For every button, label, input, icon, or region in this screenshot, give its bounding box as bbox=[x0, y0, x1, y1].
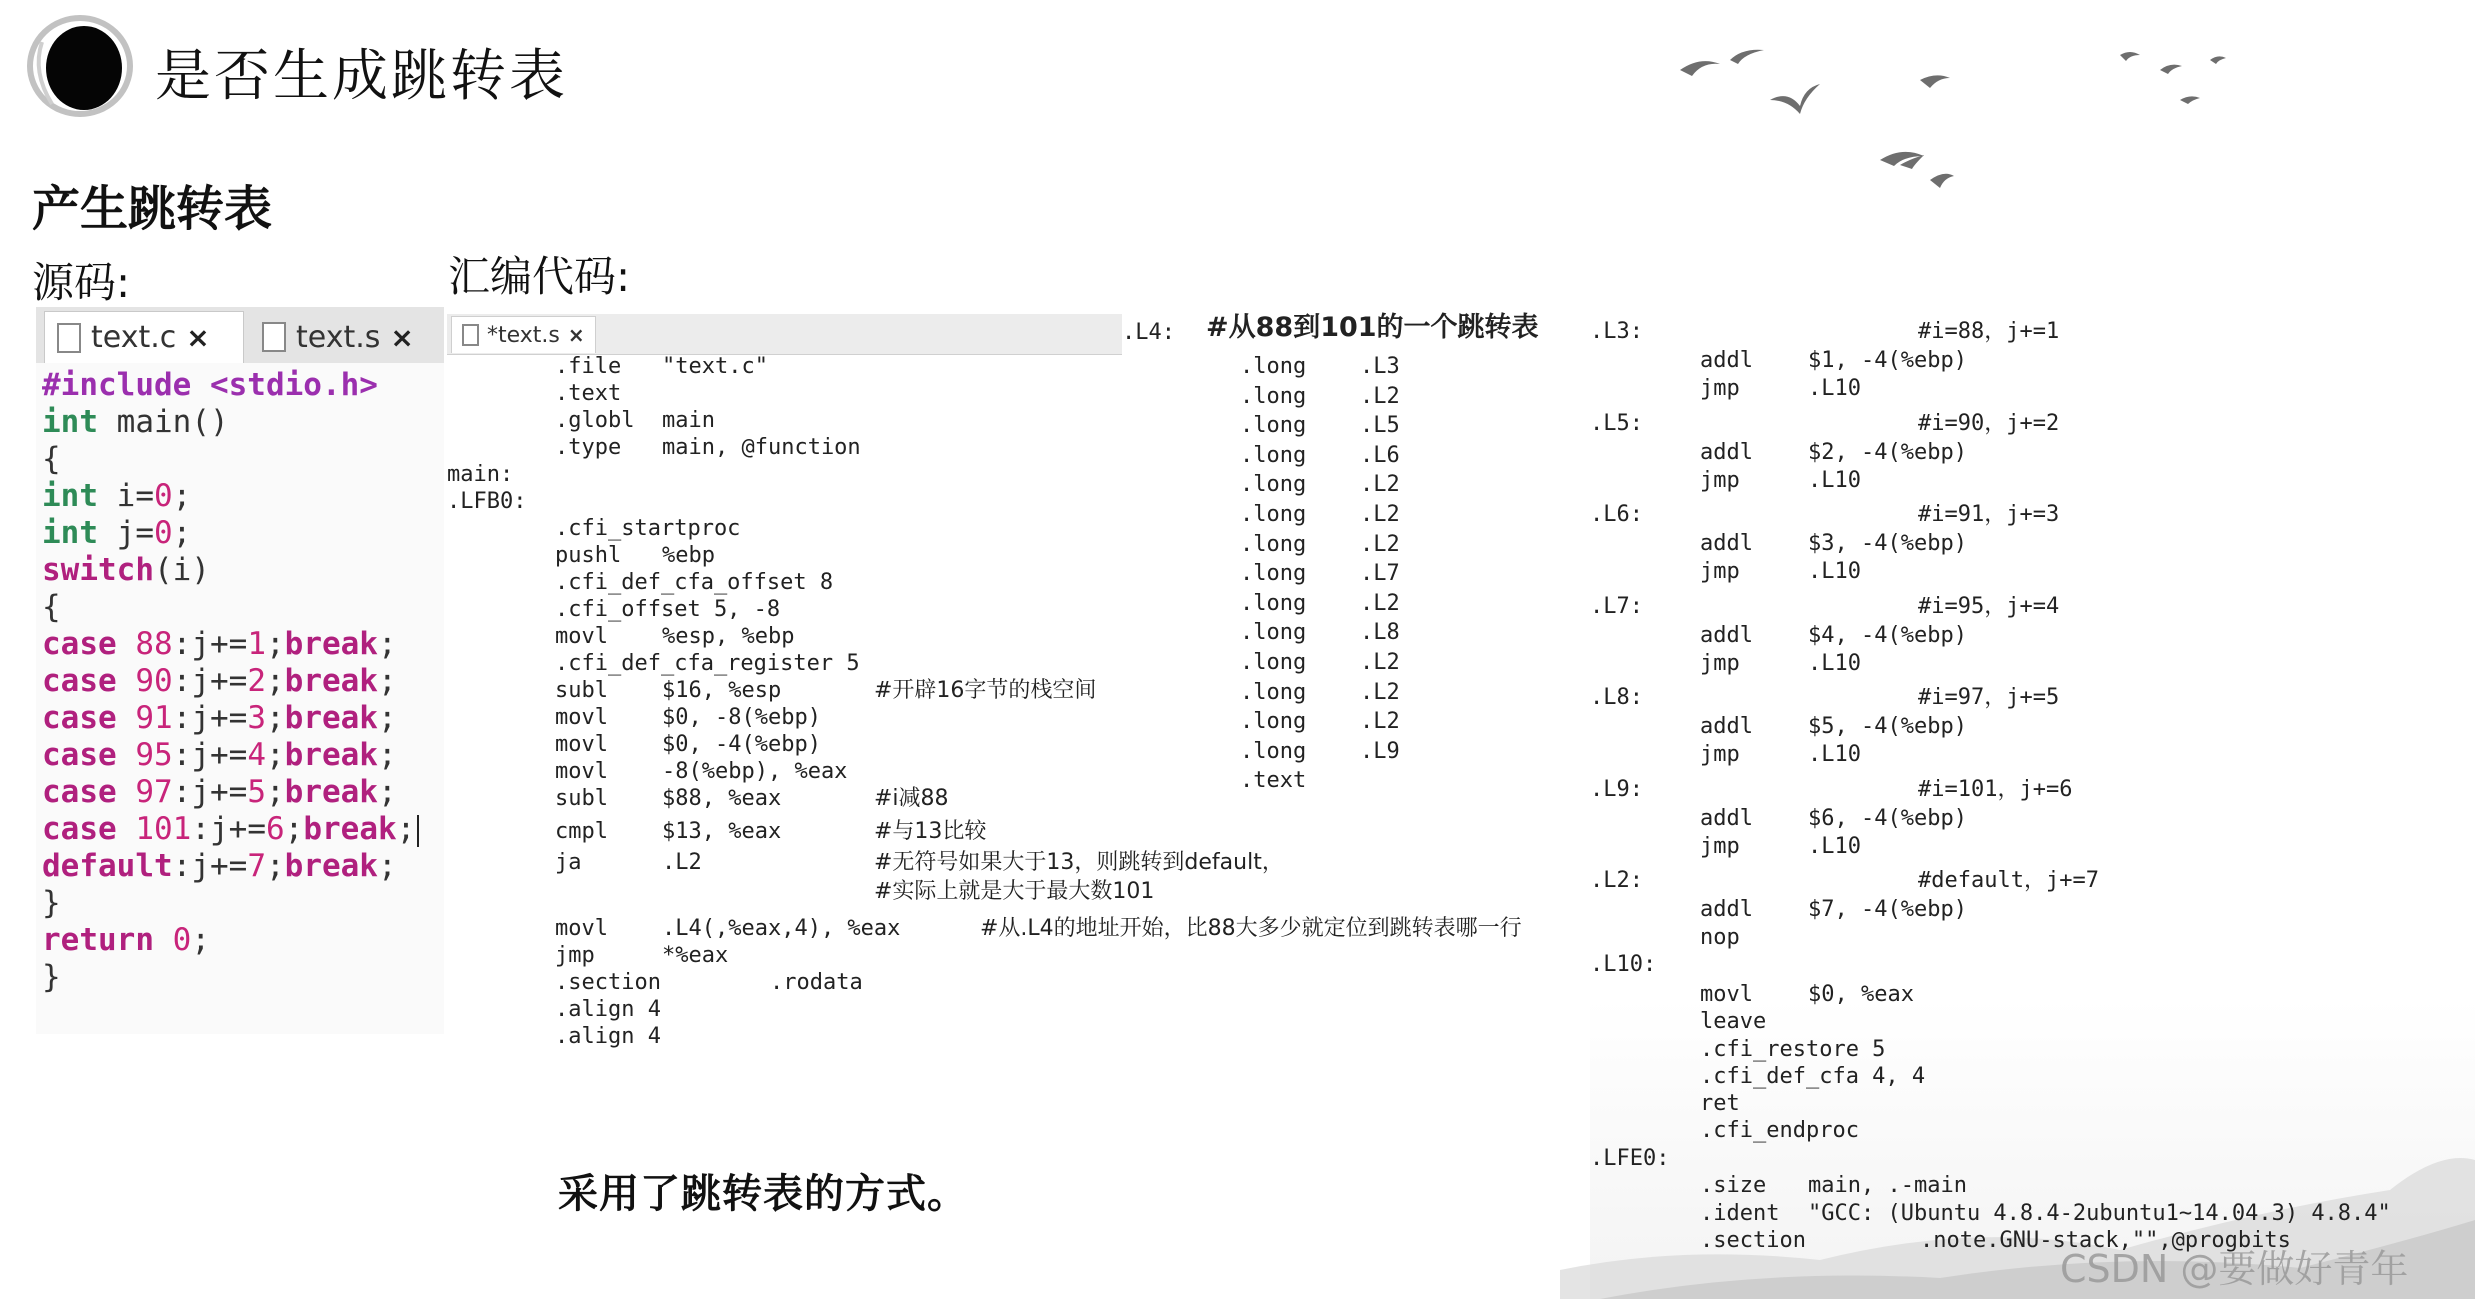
jump-table-comment: #从88到101的一个跳转表 bbox=[1206, 312, 1539, 343]
asm-op: movl bbox=[555, 916, 608, 941]
jump-table-op: .long bbox=[1240, 531, 1307, 557]
asm-arg: .L10 bbox=[1808, 742, 1861, 767]
asm-op: jmp bbox=[1700, 650, 1740, 676]
asm-label: main: bbox=[447, 462, 514, 487]
asm-op: movl bbox=[1700, 982, 1753, 1007]
asm-arg: -8(%ebp), %eax bbox=[662, 759, 848, 784]
slide-title: 是否生成跳转表 bbox=[155, 44, 568, 109]
asm-op: ret bbox=[1700, 1091, 1740, 1116]
jump-table-target: .L2 bbox=[1360, 679, 1400, 705]
jump-table-target: .L2 bbox=[1360, 472, 1400, 498]
asm-arg: .L10 bbox=[1808, 650, 1861, 676]
asm-op: .globl bbox=[555, 408, 635, 433]
asm-arg: $2, -4(%ebp) bbox=[1808, 439, 1967, 465]
asm-arg: *%eax bbox=[662, 943, 729, 968]
close-tab-icon[interactable]: × bbox=[186, 321, 210, 354]
asm-arg: $7, -4(%ebp) bbox=[1808, 897, 1967, 922]
file-icon bbox=[57, 323, 81, 353]
asm-arg: $1, -4(%ebp) bbox=[1808, 348, 1967, 373]
asm-arg: $6, -4(%ebp) bbox=[1808, 805, 1967, 831]
asm-op: .cfi_def_cfa 4, 4 bbox=[1700, 1064, 1926, 1089]
asm-op: .ident bbox=[1700, 1201, 1780, 1226]
asm-arg: .L10 bbox=[1808, 559, 1861, 584]
jump-table-op: .long bbox=[1240, 472, 1307, 498]
tab-text-c[interactable] bbox=[44, 311, 244, 363]
asm-op: movl bbox=[555, 624, 608, 649]
jump-table-target: .L2 bbox=[1360, 650, 1400, 675]
asm-comment: #default，j+=7 bbox=[1918, 868, 2099, 893]
jump-table-op: .long bbox=[1240, 442, 1307, 468]
code-line: #include <stdio.h> bbox=[42, 367, 378, 403]
text-cursor bbox=[417, 815, 419, 847]
asm-arg: $0, -4(%ebp) bbox=[662, 732, 821, 757]
asm-label: .L5: bbox=[1590, 410, 1643, 436]
code-line: int j=0; bbox=[42, 515, 192, 551]
code-line: { bbox=[42, 441, 61, 477]
asm-op: jmp bbox=[1700, 559, 1740, 584]
tab-text-s[interactable] bbox=[250, 311, 444, 363]
asm-op: addl bbox=[1700, 805, 1753, 831]
asm-op: subl bbox=[555, 786, 608, 811]
asm-arg: $5, -4(%ebp) bbox=[1808, 714, 1967, 739]
asm-arg: .L10 bbox=[1808, 833, 1861, 859]
jump-table-op: .text bbox=[1240, 768, 1307, 794]
asm-label: .L9: bbox=[1590, 776, 1643, 802]
jump-table-op: .long bbox=[1240, 383, 1307, 409]
asm-arg: "GCC: (Ubuntu 4.8.4-2ubuntu1~14.04.3) 4.8.4" bbox=[1808, 1201, 2391, 1226]
asm-op: addl bbox=[1700, 531, 1753, 556]
code-line: } bbox=[42, 959, 61, 995]
code-line: } bbox=[42, 885, 61, 921]
asm-label: .LFE0: bbox=[1590, 1146, 1670, 1171]
conclusion-note: 采用了跳转表的方式。 bbox=[558, 1171, 968, 1217]
asm-op: jmp bbox=[1700, 833, 1740, 859]
asm-label: .L7: bbox=[1590, 593, 1643, 619]
asm-op: nop bbox=[1700, 925, 1740, 950]
asm-op: .align 4 bbox=[555, 1024, 661, 1049]
asm-op: .text bbox=[555, 381, 622, 406]
jump-table-op: .long bbox=[1240, 650, 1307, 675]
close-tab-icon[interactable]: × bbox=[390, 320, 414, 354]
asm-arg: %ebp bbox=[662, 543, 715, 568]
asm-arg: main bbox=[662, 408, 715, 433]
source-editor-panel bbox=[36, 307, 444, 1034]
asm-arg: .L10 bbox=[1808, 467, 1861, 493]
source-code-label: 源码: bbox=[32, 258, 131, 307]
asm-arg: .rodata bbox=[770, 970, 863, 995]
asm-op: jmp bbox=[1700, 376, 1740, 401]
code-line: case 101:j+=6;break; bbox=[42, 811, 419, 848]
jump-table-op: .long bbox=[1240, 709, 1307, 735]
asm-label: .L10: bbox=[1590, 952, 1657, 977]
jump-table-op: .long bbox=[1240, 590, 1307, 616]
code-line: int i=0; bbox=[42, 478, 192, 514]
code-line: return 0; bbox=[42, 922, 210, 958]
asm-op: .cfi_startproc bbox=[555, 516, 741, 541]
jump-table-target: .L3 bbox=[1360, 354, 1400, 379]
asm-arg: $4, -4(%ebp) bbox=[1808, 622, 1967, 648]
asm-op: .align 4 bbox=[555, 997, 661, 1022]
code-line: int main() bbox=[42, 404, 229, 440]
asm-op: movl bbox=[555, 732, 608, 757]
asm-op: .cfi_restore 5 bbox=[1700, 1037, 1886, 1062]
asm-comment: #i=97，j+=5 bbox=[1918, 685, 2060, 710]
tab-label: text.s bbox=[296, 319, 381, 355]
asm-comment: #i=101，j+=6 bbox=[1918, 776, 2073, 802]
asm-op: movl bbox=[555, 705, 608, 730]
asm-op: .section bbox=[555, 970, 661, 995]
asm-comment: #与13比较 bbox=[874, 819, 987, 844]
asm-comment: #从.L4的地址开始，比88大多少就定位到跳转表哪一行 bbox=[980, 916, 1522, 941]
code-line: { bbox=[42, 589, 61, 625]
asm-label: .L2: bbox=[1590, 868, 1643, 893]
jump-table-op: .long bbox=[1240, 502, 1307, 527]
asm-label: .LFB0: bbox=[447, 489, 527, 514]
asm-op: .cfi_def_cfa_register 5 bbox=[555, 651, 860, 676]
jump-table-label: .L4: bbox=[1122, 320, 1175, 345]
jump-table-target: .L8 bbox=[1360, 620, 1400, 646]
tab-text-s-modified[interactable] bbox=[451, 316, 596, 353]
asm-op: addl bbox=[1700, 714, 1753, 739]
section-heading: 产生跳转表 bbox=[32, 181, 273, 237]
jump-table-target: .L2 bbox=[1360, 531, 1400, 557]
asm-comment: #i=90，j+=2 bbox=[1918, 410, 2060, 436]
code-line: case 97:j+=5;break; bbox=[42, 774, 397, 810]
asm-comment: #i减88 bbox=[874, 786, 949, 811]
assembly-code-label: 汇编代码: bbox=[448, 252, 631, 301]
asm-op: .section bbox=[1700, 1228, 1806, 1253]
asm-editor-tab-bar bbox=[447, 314, 1122, 355]
jump-table-op: .long bbox=[1240, 620, 1307, 646]
asm-op: jmp bbox=[1700, 467, 1740, 493]
asm-arg: main, @function bbox=[662, 435, 861, 460]
asm-op: jmp bbox=[1700, 742, 1740, 767]
asm-label: .L8: bbox=[1590, 685, 1643, 710]
file-icon bbox=[462, 324, 479, 346]
asm-arg: $3, -4(%ebp) bbox=[1808, 531, 1967, 556]
asm-label: .L3: bbox=[1590, 319, 1643, 344]
code-line: case 88:j+=1;break; bbox=[42, 626, 397, 662]
asm-op: cmpl bbox=[555, 819, 608, 844]
editor-tab-bar bbox=[36, 307, 444, 363]
asm-arg: %esp, %ebp bbox=[662, 624, 795, 649]
asm-op: movl bbox=[555, 759, 608, 784]
asm-op: .cfi_def_cfa_offset 8 bbox=[555, 570, 834, 595]
asm-op: addl bbox=[1700, 439, 1753, 465]
code-line: case 91:j+=3;break; bbox=[42, 700, 397, 736]
jump-table-target: .L6 bbox=[1360, 442, 1400, 468]
code-line: default:j+=7;break; bbox=[42, 848, 397, 884]
asm-label: .L6: bbox=[1590, 502, 1643, 527]
jump-table-op: .long bbox=[1240, 354, 1307, 379]
jump-table-target: .L9 bbox=[1360, 738, 1400, 764]
asm-comment: #i=88，j+=1 bbox=[1918, 319, 2060, 344]
asm-op: .file bbox=[555, 354, 622, 379]
asm-op: leave bbox=[1700, 1009, 1767, 1034]
watermark: CSDN @要做好青年 bbox=[2060, 1247, 2409, 1291]
asm-arg: $0, -8(%ebp) bbox=[662, 705, 821, 730]
asm-comment: #无符号如果大于13，则跳转到default， bbox=[874, 850, 1284, 875]
jump-table-target: .L7 bbox=[1360, 561, 1400, 587]
asm-comment: #i=91，j+=3 bbox=[1918, 502, 2060, 527]
jump-table-target: .L2 bbox=[1360, 502, 1400, 527]
jump-table-op: .long bbox=[1240, 413, 1307, 439]
tab-label: text.c bbox=[91, 320, 177, 355]
asm-arg: $88, %eax bbox=[662, 786, 782, 811]
asm-op: .type bbox=[555, 435, 622, 460]
asm-arg: .L2 bbox=[662, 850, 702, 875]
code-line: switch(i) bbox=[42, 552, 210, 588]
asm-op: subl bbox=[555, 678, 608, 703]
asm-op: addl bbox=[1700, 348, 1753, 373]
jump-table-target: .L2 bbox=[1360, 383, 1400, 409]
asm-op: .cfi_endproc bbox=[1700, 1118, 1859, 1143]
asm-op: .size bbox=[1700, 1173, 1767, 1198]
jump-table-op: .long bbox=[1240, 561, 1307, 587]
asm-comment: #实际上就是大于最大数101 bbox=[874, 879, 1155, 904]
jump-table-op: .long bbox=[1240, 738, 1307, 764]
file-icon bbox=[262, 322, 286, 352]
asm-arg: .note.GNU-stack,"",@progbits bbox=[1920, 1228, 2291, 1253]
asm-op: .cfi_offset 5, -8 bbox=[555, 597, 781, 622]
birds-decoration bbox=[1640, 0, 2260, 210]
code-line: case 95:j+=4;break; bbox=[42, 737, 397, 773]
asm-comment: #i=95，j+=4 bbox=[1918, 593, 2060, 619]
asm-op: addl bbox=[1700, 622, 1753, 648]
asm-arg: $0, %eax bbox=[1808, 982, 1914, 1007]
asm-arg: .L10 bbox=[1808, 376, 1861, 401]
asm-comment: #开辟16字节的栈空间 bbox=[874, 678, 1097, 703]
close-tab-icon[interactable]: × bbox=[567, 323, 585, 347]
ink-circle-logo bbox=[22, 12, 140, 120]
jump-table-op: .long bbox=[1240, 679, 1307, 705]
asm-arg: $13, %eax bbox=[662, 819, 782, 844]
asm-op: jmp bbox=[555, 943, 595, 968]
tab-label: *text.s bbox=[487, 322, 560, 348]
code-line: case 90:j+=2;break; bbox=[42, 663, 397, 699]
asm-arg: $16, %esp bbox=[662, 678, 782, 703]
asm-op: addl bbox=[1700, 897, 1753, 922]
jump-table-target: .L5 bbox=[1360, 413, 1400, 439]
asm-arg: "text.c" bbox=[662, 354, 768, 379]
asm-op: pushl bbox=[555, 543, 622, 568]
jump-table-target: .L2 bbox=[1360, 709, 1400, 735]
asm-arg: .L4(,%eax,4), %eax bbox=[662, 916, 901, 941]
asm-arg: main, .-main bbox=[1808, 1173, 1967, 1198]
asm-op: ja bbox=[555, 850, 582, 875]
jump-table-target: .L2 bbox=[1360, 590, 1400, 616]
